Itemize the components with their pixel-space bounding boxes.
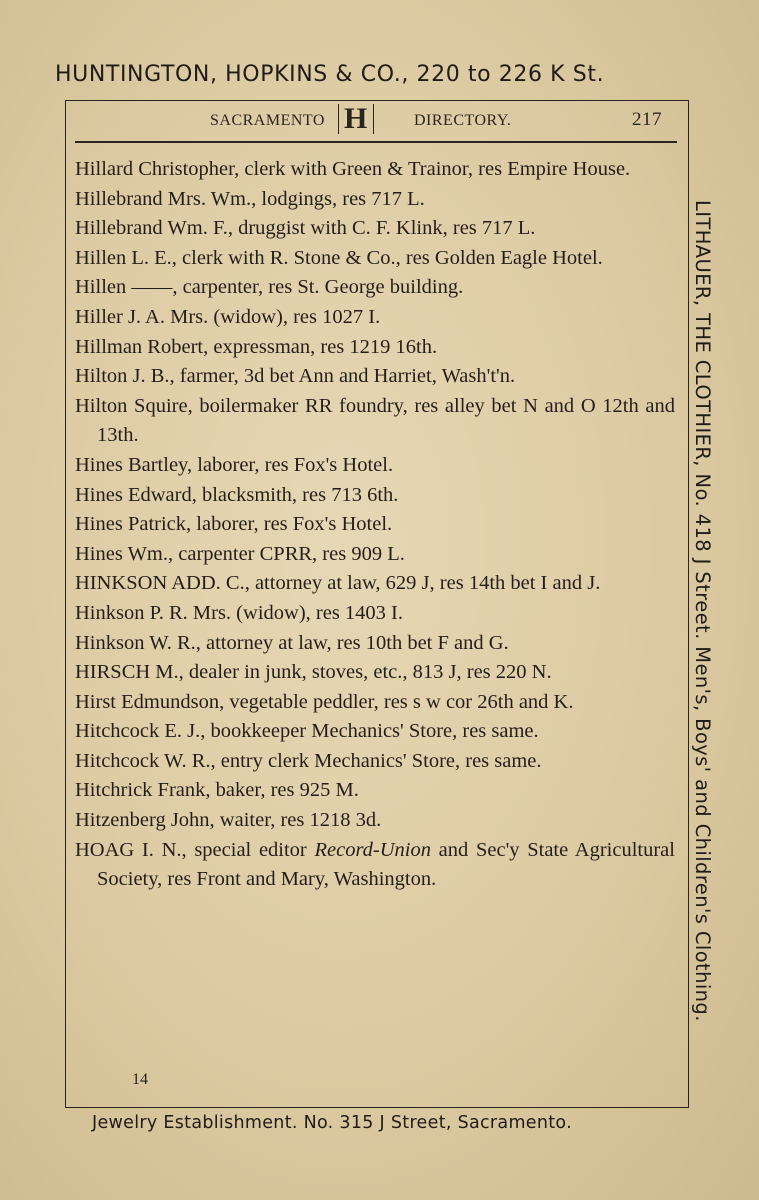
directory-entry: HIRSCH M., dealer in junk, stoves, etc., 813 J, res 220 N. (75, 661, 552, 684)
entry-text: HOAG I. N., special editor (75, 838, 315, 861)
directory-entry: Hines Bartley, laborer, res Fox's Hotel. (75, 453, 394, 476)
directory-entry: Hillen ——, carpenter, res St. George building. (75, 276, 464, 299)
section-letter: H (338, 104, 374, 134)
running-head (72, 104, 672, 138)
directory-entry: Hitzenberg John, waiter, res 1218 3d. (75, 809, 382, 832)
signature-mark: 14 (132, 1071, 148, 1088)
directory-entry: Hitchcock W. R., entry clerk Mechanics' Store, res same. (75, 749, 542, 772)
directory-entry: Hilton Squire, boilermaker RR foundry, res alley bet N and O 12th and 13th. (75, 394, 675, 447)
directory-entry: Hilton J. B., farmer, 3d bet Ann and Harriet, Wash't'n. (75, 365, 516, 388)
running-head-city: SACRAMENTO (210, 112, 325, 129)
directory-entries (75, 155, 675, 895)
directory-entry: Hitchrick Frank, baker, res 925 M. (75, 779, 359, 802)
directory-entry: Hitchcock E. J., bookkeeper Mechanics' Store, res same. (75, 720, 539, 743)
directory-entry: Hiller J. A. Mrs. (widow), res 1027 I. (75, 305, 381, 328)
side-advertisement: LITHAUER, THE CLOTHIER, No. 418 J Street. Men's, Boys' and Children's Clothing. (691, 200, 714, 1022)
directory-entry: HINKSON ADD. C., attorney at law, 629 J, res 14th bet I and J. (75, 572, 601, 595)
top-advertisement: HUNTINGTON, HOPKINS & CO., 220 to 226 K St. (55, 62, 605, 87)
directory-entry: Hirst Edmundson, vegetable peddler, res s w cor 26th and K. (75, 690, 574, 713)
page-number: 217 (632, 109, 662, 130)
header-rule (75, 141, 677, 143)
directory-entry: Hinkson P. R. Mrs. (widow), res 1403 I. (75, 601, 403, 624)
directory-entry: Hines Patrick, laborer, res Fox's Hotel. (75, 513, 393, 536)
directory-entry: Hines Edward, blacksmith, res 713 6th. (75, 483, 399, 506)
directory-entry: Hillen L. E., clerk with R. Stone & Co., res Golden Eagle Hotel. (75, 246, 603, 269)
directory-entry: Hillard Christopher, clerk with Green & Trainor, res Empire House. (75, 158, 631, 180)
newspaper-name: Record-Union (314, 838, 431, 861)
directory-entry: Hillman Robert, expressman, res 1219 16th. (75, 335, 438, 358)
directory-entry: Hinkson W. R., attorney at law, res 10th bet F and G. (75, 631, 509, 654)
footer-advertisement: Jewelry Establishment. No. 315 J Street, Sacramento. (92, 1113, 572, 1133)
running-head-title: DIRECTORY. (414, 112, 512, 129)
directory-entry-last (75, 836, 675, 895)
directory-entry: Hines Wm., carpenter CPRR, res 909 L. (75, 542, 405, 565)
directory-entry: Hillebrand Wm. F., druggist with C. F. Klink, res 717 L. (75, 217, 536, 240)
entry-text: and Sec'y State Agricultural Society, res Front and Mary, Washington. (97, 838, 675, 891)
directory-entry: Hillebrand Mrs. Wm., lodgings, res 717 L. (75, 187, 425, 210)
